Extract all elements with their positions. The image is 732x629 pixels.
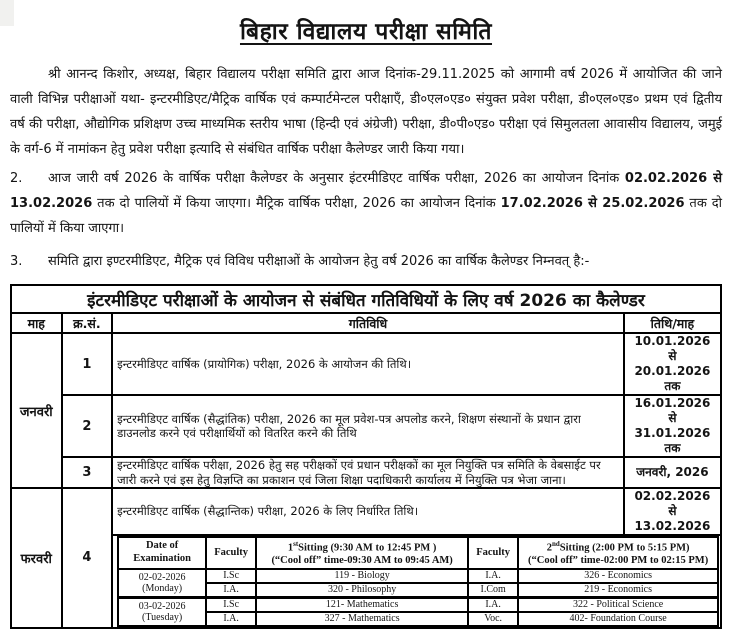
activity-text: इन्टरमीडिएट वार्षिक (सैद्धान्तिक) परीक्षा, 2026 के लिए निर्धारित तिथि। — [112, 488, 624, 535]
sitting2-time: Sitting (2:00 PM to 5:15 PM) — [559, 542, 690, 554]
paragraph-2-text: तक दो पालियों में किया जाएगा। — [10, 196, 722, 236]
date-value: 02.02.2026 से 13.02.2026 — [624, 488, 721, 535]
faculty-value: I.A. — [206, 612, 256, 626]
calendar-table — [10, 284, 722, 629]
sitting2-number: 2 — [546, 542, 552, 554]
paragraph-3-number: 3. — [10, 254, 23, 269]
subject-value: 320 - Philosophy — [256, 583, 468, 598]
column-header-month: माह — [11, 313, 62, 333]
nested-header-faculty-2: Faculty — [468, 537, 518, 569]
faculty-value: I.A. — [468, 597, 518, 612]
column-header-date: तिथि/माह — [624, 313, 721, 333]
faculty-value: I.Sc — [206, 569, 256, 583]
table-header-row — [11, 313, 721, 333]
paragraph-3 — [10, 249, 722, 274]
sitting1-cooloff: (“Cool off” time-09:30 AM to 09:45 AM) — [271, 555, 453, 566]
activity-text: इन्टरमीडिएट वार्षिक (सैद्धांतिक) परीक्षा, 2026 का मूल प्रवेश-पत्र अपलोड करने, शिक्षण संस्थानों के प्रधान द्वारा डाउनलोड करने एवं परीक्षार्थियों को वितरित करने की तिथि — [112, 395, 624, 457]
date-value: 10.01.2026 से 20.01.2026 तक — [624, 333, 721, 395]
sitting2-cooloff: (“Cool off” time-02:00 PM to 02:15 PM) — [528, 555, 709, 566]
serial-number: 1 — [62, 333, 113, 395]
paragraph-2-text: आज जारी वर्ष 2026 के वार्षिक परीक्षा कैलेण्डर के अनुसार इंटरमीडिएट वार्षिक परीक्षा, 2026 का आयोजन दिनांक — [48, 171, 625, 186]
exam-date — [118, 597, 206, 626]
february-sitting-table — [117, 536, 719, 627]
nested-header-date — [118, 537, 206, 569]
nested-header-sitting-1 — [256, 537, 468, 569]
paragraph-3-text: समिति द्वारा इण्टरमीडिएट, मैट्रिक एवं विविध परीक्षाओं के आयोजन हेतु वर्ष 2026 का वार्षिक कैलेण्डर निम्नवत् है:- — [48, 254, 590, 269]
subject-value: 327 - Mathematics — [256, 612, 468, 626]
month-label-february: फरवरी — [11, 488, 62, 628]
nested-header-date-line1: Date of — [145, 540, 179, 552]
activity-text: इन्टरमीडिएट वार्षिक (प्रायोगिक) परीक्षा, 2026 के आयोजन की तिथि। — [112, 333, 624, 395]
paragraph-2-text: तक दो पालियों में किया जाएगा। मैट्रिक वार्षिक परीक्षा, 2026 का आयोजन दिनांक — [92, 196, 501, 211]
faculty-value: I.A. — [206, 583, 256, 598]
ordinal-suffix: nd — [551, 540, 560, 548]
month-label-january: जनवरी — [11, 333, 62, 488]
exam-date-range-intermediate: 02.02.2026 से 13.02.2026 — [10, 171, 722, 211]
exam-date-value: 02-02-2026 — [138, 571, 186, 583]
table-row — [11, 457, 721, 488]
faculty-value: Voc. — [468, 612, 518, 626]
subject-value: 121- Mathematics — [256, 597, 468, 612]
serial-number: 2 — [62, 395, 113, 457]
paragraph-2-number: 2. — [10, 171, 23, 186]
table-row — [11, 488, 721, 535]
faculty-value: I.A. — [468, 569, 518, 583]
exam-date-day: (Monday) — [142, 582, 183, 594]
column-header-serial: क्र.सं. — [62, 313, 113, 333]
nested-schedule-cell — [112, 535, 721, 628]
scan-artifact — [0, 0, 14, 26]
sitting1-time: Sitting (9:30 AM to 12:45 PM ) — [298, 542, 437, 554]
subject-value: 219 - Economics — [518, 583, 718, 598]
nested-header-date-line2: Examination — [133, 552, 191, 564]
ordinal-suffix: st — [293, 540, 299, 548]
faculty-value: I.Com — [468, 583, 518, 598]
faculty-value: I.Sc — [206, 597, 256, 612]
subject-value: 402- Foundation Course — [518, 612, 718, 626]
schedule-row — [118, 612, 718, 626]
table-title: इंटरमीडिएट परीक्षाओं के आयोजन से संबंधित गतिविधियों के लिए वर्ष 2026 का कैलेण्डर — [11, 285, 721, 313]
schedule-row — [118, 583, 718, 598]
table-row — [11, 333, 721, 395]
nested-header-sitting-2 — [518, 537, 718, 569]
page-title: बिहार विद्यालय परीक्षा समिति — [239, 19, 493, 45]
date-value: 16.01.2026 से 31.01.2026 तक — [624, 395, 721, 457]
subject-value: 119 - Biology — [256, 569, 468, 583]
nested-header-faculty-1: Faculty — [206, 537, 256, 569]
column-header-activity: गतिविधि — [112, 313, 624, 333]
exam-date-day: (Tuesday) — [142, 611, 183, 623]
nested-header-row — [118, 537, 718, 569]
schedule-row — [118, 597, 718, 612]
subject-value: 326 - Economics — [518, 569, 718, 583]
table-title-row — [11, 285, 721, 313]
date-value: जनवरी, 2026 — [624, 457, 721, 488]
exam-date-value: 03-02-2026 — [138, 600, 186, 612]
schedule-row — [118, 569, 718, 583]
activity-text: इन्टरमीडिएट वार्षिक परीक्षा, 2026 हेतु सह परीक्षकों एवं प्रधान परीक्षकों का मूल नियुक्ति पत्र समिति के वेबसाईट पर जारी करने एवं इस हेतु विज्ञप्ति का प्रकाशन एवं जिला शिक्षा पदाधिकारी कार्यालय में नियुक्ति पत्र भेजा जाना। — [112, 457, 624, 488]
exam-date — [118, 569, 206, 598]
sitting1-number: 1 — [287, 542, 294, 554]
nested-schedule-row — [11, 535, 721, 628]
serial-number: 3 — [62, 457, 113, 488]
paragraph-1: श्री आनन्द किशोर, अध्यक्ष, बिहार विद्यालय परीक्षा समिति द्वारा आज दिनांक-29.11.2025 को आगामी वर्ष 2026 में आयोजित की जाने वाली विभिन्न परीक्षाओं यथा- इन्टरमीडिएट/मैट्रिक वार्षिक एवं कम्पार्टमेन्टल परीक्षाएँ, डी०एल०एड० संयुक्त प्रवेश परीक्षा, डी०एल०एड० प्रथम एवं द्वितीय वर्ष की परीक्षा, औद्योगिक प्रशिक्षण उच्च माध्यमिक स्तरीय भाषा (हिन्दी एवं अंग्रेजी) परीक्षा, डी०पी०एड० परीक्षा एवं सिमुलतला आवासीय विद्यालय, जमुई के वर्ग-6 में नामांकन हेतु प्रवेश परीक्षा इत्यादि से संबंधित वार्षिक परीक्षा कैलेण्डर जारी किया गया। — [10, 67, 722, 157]
subject-value: 322 - Political Science — [518, 597, 718, 612]
exam-date-range-matric: 17.02.2026 से 25.02.2026 — [500, 196, 685, 211]
table-row — [11, 395, 721, 457]
serial-number: 4 — [62, 488, 113, 628]
paragraph-2 — [10, 166, 722, 241]
